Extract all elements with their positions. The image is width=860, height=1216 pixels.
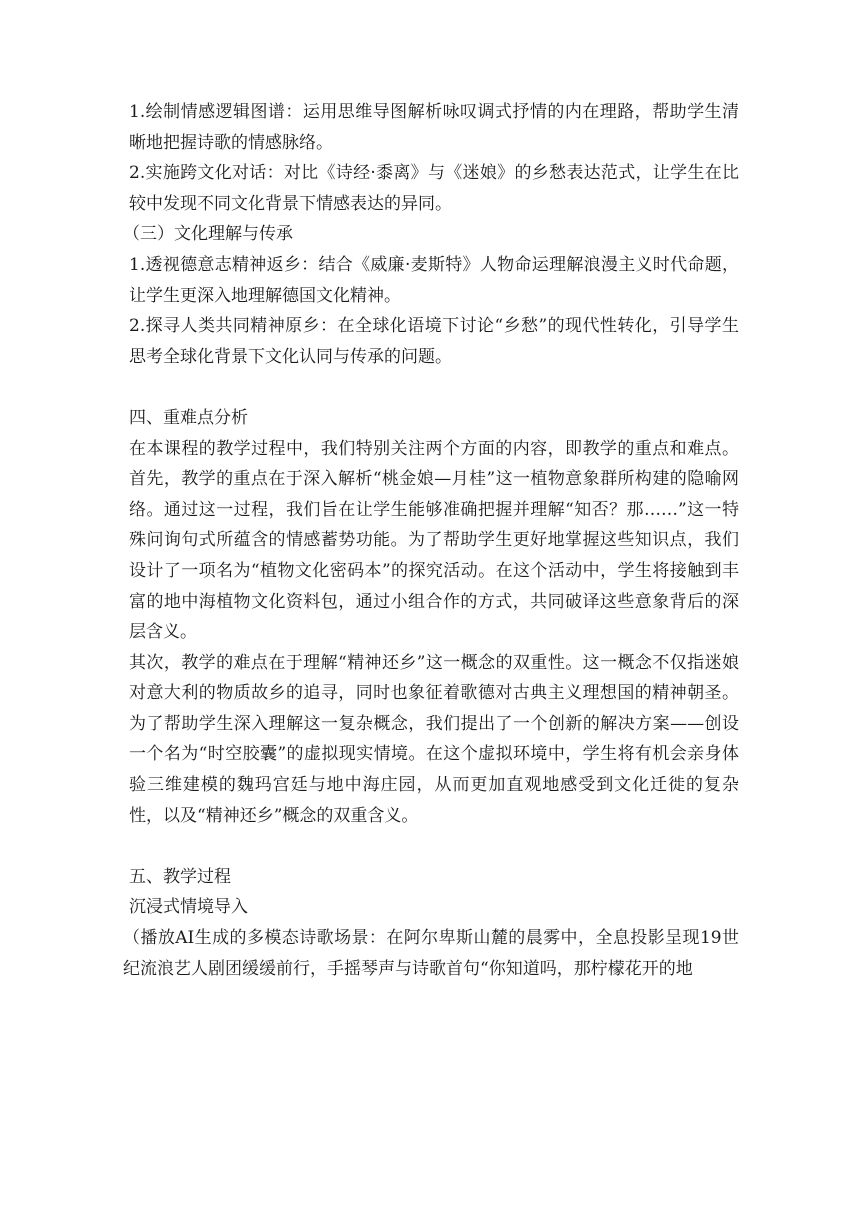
document-page bbox=[123, 97, 739, 984]
subheading-culture: （三）文化理解与传承 bbox=[123, 224, 293, 245]
item-human-spirit-home: 2.探寻人类共同精神原乡：在全球化语境下讨论“乡愁”的现代性转化，引导学生思考全球化背景下文化认同与传承的问题。 bbox=[129, 316, 739, 367]
para-immersive-intro-body: （播放AI生成的多模态诗歌场景：在阿尔卑斯山麓的晨雾中，全息投影呈现19世纪流浪艺人剧团缓缓前行，手摇琴声与诗歌首句“你知道吗，那柠檬花开的地 bbox=[123, 928, 739, 979]
para-immersive-intro-title: 沉浸式情境导入 bbox=[129, 897, 248, 918]
item-cross-cultural-dialogue: 2.实施跨文化对话：对比《诗经·黍离》与《迷娘》的乡愁表达范式，让学生在比较中发现不同文化背景下情感表达的异同。 bbox=[129, 163, 739, 214]
para-key-points: 在本课程的教学过程中，我们特别关注两个方面的内容，即教学的重点和难点。首先，教学的重点在于深入解析“桃金娘—月桂”这一植物意象群所构建的隐喻网络。通过这一过程，我们旨在让学生能够准确把握并理解“知否？那……”这一特殊问询句式所蕴含的情感蓄势功能。为了帮助学生更好地掌握这些知识点，我们设计了一项名为“植物文化密码本”的探究活动。在这个活动中，学生将接触到丰富的地中海植物文化资料包，通过小组合作的方式，共同破译这些意象背后的深层含义。 bbox=[129, 438, 739, 643]
para-difficult-points: 其次，教学的难点在于理解“精神还乡”这一概念的双重性。这一概念不仅指迷娘对意大利的物质故乡的追寻，同时也象征着歌德对古典主义理想国的精神朝圣。为了帮助学生深入理解这一复杂概念，我们提出了一个创新的解决方案——创设一个名为“时空胶囊”的虚拟现实情境。在这个虚拟环境中，学生将有机会亲身体验三维建模的魏玛宫廷与地中海庄园，从而更加直观地感受到文化迁徙的复杂性，以及“精神还乡”概念的双重含义。 bbox=[129, 652, 739, 826]
item-german-spirit: 1.透视德意志精神返乡：结合《威廉·麦斯特》人物命运理解浪漫主义时代命题，让学生更深入地理解德国文化精神。 bbox=[129, 254, 739, 306]
heading-key-difficult-points: 四、重难点分析 bbox=[129, 407, 248, 428]
heading-teaching-process: 五、教学过程 bbox=[129, 866, 231, 887]
item-emotion-logic-map: 1.绘制情感逻辑图谱：运用思维导图解析咏叹调式抒情的内在理路，帮助学生清晰地把握诗歌的情感脉络。 bbox=[129, 102, 739, 153]
